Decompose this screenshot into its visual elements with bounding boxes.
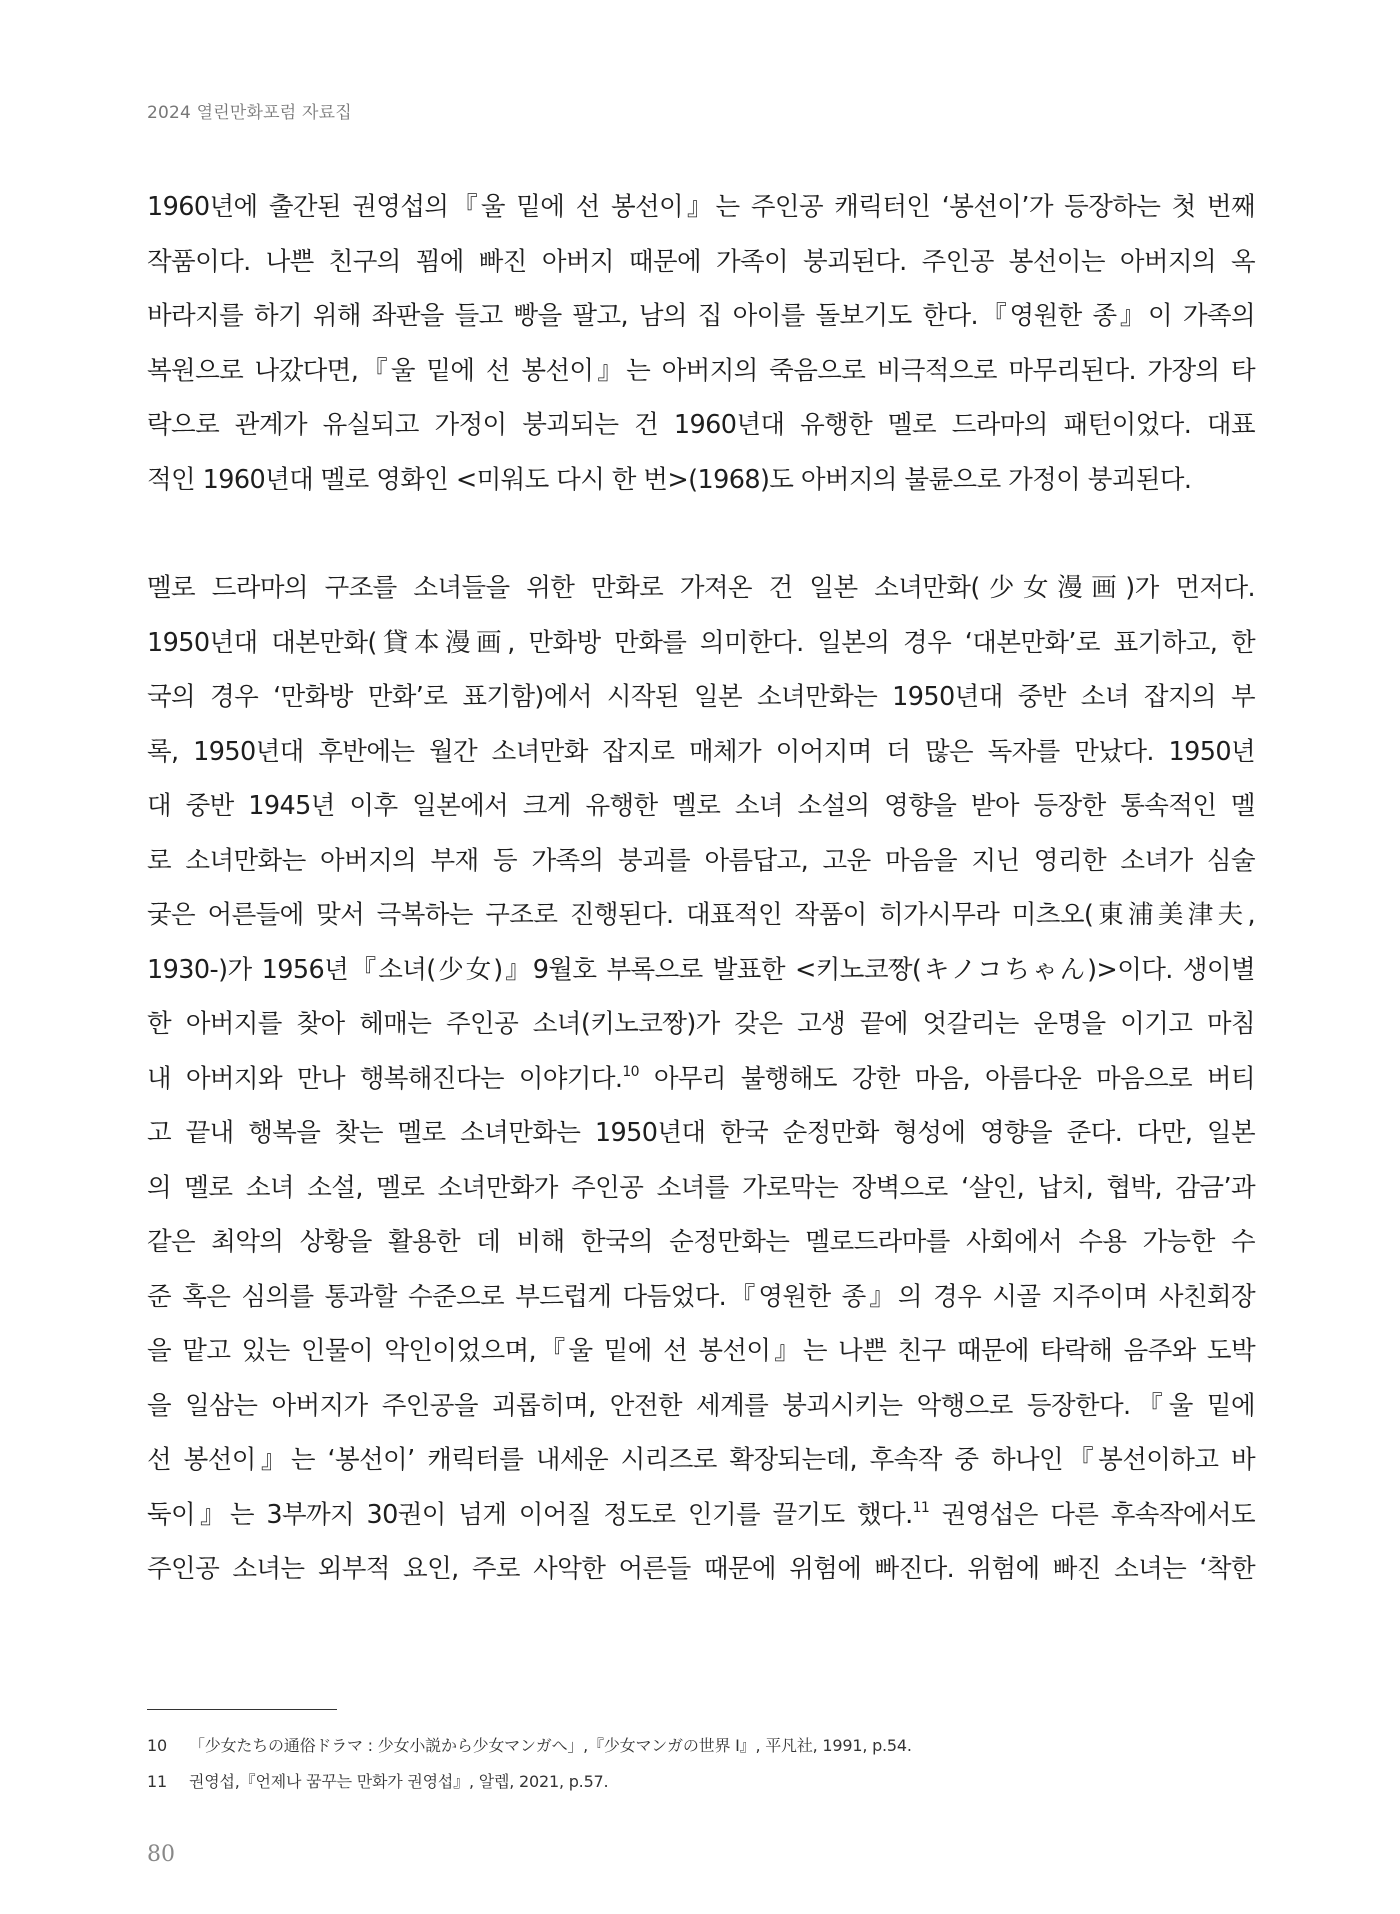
footnote-ref-10[interactable]: 10 bbox=[622, 1063, 639, 1080]
footnote-11 bbox=[147, 1764, 1255, 1800]
text-line: 로 소녀만화는 아버지의 부재 등 가족의 붕괴를 아름답고, 고운 마음을 지닌 영리한 소녀가 심술 bbox=[147, 845, 1255, 876]
text-line: 락으로 관계가 유실되고 가정이 붕괴되는 건 1960년대 유행한 멜로 드라마의 패턴이었다. 대표 bbox=[147, 410, 1255, 440]
footnote-divider bbox=[147, 1709, 337, 1710]
text-line: 한 아버지를 찾아 헤매는 주인공 소녀(키노코짱)가 갖은 고생 끝에 엇갈리는 운명을 이기고 마침 bbox=[147, 1009, 1255, 1039]
text-line: 의 멜로 소녀 소설, 멜로 소녀만화가 주인공 소녀를 가로막는 장벽으로 ‘살인, 납치, 협박, 감금’과 bbox=[147, 1172, 1255, 1203]
text-line: 국의 경우 ‘만화방 만화’로 표기함)에서 시작된 일본 소녀만화는 1950년대 중반 소녀 잡지의 부 bbox=[147, 682, 1255, 712]
text-line: 록, 1950년대 후반에는 월간 소녀만화 잡지로 매체가 이어지며 더 많은 독자를 만났다. 1950년 bbox=[147, 736, 1255, 767]
text-line: 복원으로 나갔다면,『울 밑에 선 봉선이』는 아버지의 죽음으로 비극적으로 마무리된다. 가장의 타 bbox=[147, 355, 1255, 386]
text-line: 을 일삼는 아버지가 주인공을 괴롭히며, 안전한 세계를 붕괴시키는 악행으로 등장한다.『울 밑에 bbox=[147, 1390, 1255, 1421]
text-line-with-footnote bbox=[147, 1052, 1255, 1107]
text-line: 멜로 드라마의 구조를 소녀들을 위한 만화로 가져온 건 일본 소녀만화(少女漫画)가 먼저다. bbox=[147, 573, 1255, 603]
text-line: 1930-)가 1956년『소녀(少女)』9월호 부록으로 발표한 <키노코짱(キノコちゃん)>이다. 생이별 bbox=[147, 954, 1255, 985]
text-segment: 아무리 불행해도 강한 마음, 아름다운 마음으로 버티 bbox=[653, 1063, 1255, 1094]
text-line: 선 봉선이』는 ‘봉선이’ 캐릭터를 내세운 시리즈로 확장되는데, 후속작 중 하나인『봉선이하고 바 bbox=[147, 1445, 1255, 1475]
text-line: 고 끝내 행복을 찾는 멜로 소녀만화는 1950년대 한국 순정만화 형성에 영향을 준다. 다만, 일본 bbox=[147, 1118, 1255, 1148]
text-line-with-footnote bbox=[147, 1488, 1255, 1543]
text-line: 적인 1960년대 멜로 영화인 <미워도 다시 한 번>(1968)도 아버지의 불륜으로 가정이 붕괴된다. bbox=[147, 464, 1192, 495]
text-segment: 둑이』는 3부까지 30권이 넘게 이어질 정도로 인기를 끌기도 했다. bbox=[147, 1499, 913, 1530]
text-line: 궂은 어른들에 맞서 극복하는 구조로 진행된다. 대표적인 작품이 히가시무라 미츠오(東浦美津夫, bbox=[147, 900, 1255, 930]
running-header: 2024 열린만화포럼 자료집 bbox=[147, 103, 352, 123]
footnote-text: 권영섭,『언제나 꿈꾸는 만화가 권영섭』, 알렙, 2021, p.57. bbox=[189, 1772, 609, 1791]
footnote-text: 「少女たちの通俗ドラマ : 少女小説から少女マンガへ」,『少女マンガの世界 Ⅰ』, 平凡社, 1991, p.54. bbox=[189, 1736, 912, 1755]
text-line: 1960년에 출간된 권영섭의『울 밑에 선 봉선이』는 주인공 캐릭터인 ‘봉선이’가 등장하는 첫 번째 bbox=[147, 192, 1255, 222]
page-number: 80 bbox=[147, 1842, 175, 1867]
text-segment: 권영섭은 다른 후속작에서도 bbox=[941, 1499, 1255, 1530]
footnote-number: 11 bbox=[147, 1772, 167, 1791]
footnote-10 bbox=[147, 1728, 1255, 1764]
body-text bbox=[147, 180, 1255, 1651]
text-line: 바라지를 하기 위해 좌판을 들고 빵을 팔고, 남의 집 아이를 돌보기도 한다.『영원한 종』이 가족의 bbox=[147, 301, 1255, 331]
text-line: 1950년대 대본만화(貸本漫画, 만화방 만화를 의미한다. 일본의 경우 ‘대본만화’로 표기하고, 한 bbox=[147, 627, 1255, 658]
text-line: 작품이다. 나쁜 친구의 꾐에 빠진 아버지 때문에 가족이 붕괴된다. 주인공 봉선이는 아버지의 옥 bbox=[147, 246, 1255, 277]
text-line: 같은 최악의 상황을 활용한 데 비해 한국의 순정만화는 멜로드라마를 사회에서 수용 가능한 수 bbox=[147, 1227, 1255, 1257]
text-line: 을 맡고 있는 인물이 악인이었으며,『울 밑에 선 봉선이』는 나쁜 친구 때문에 타락해 음주와 도박 bbox=[147, 1336, 1255, 1366]
paragraph-1 bbox=[147, 180, 1255, 507]
footnote-number: 10 bbox=[147, 1736, 167, 1755]
text-line: 주인공 소녀는 외부적 요인, 주로 사악한 어른들 때문에 위험에 빠진다. 위험에 빠진 소녀는 ‘착한 bbox=[147, 1554, 1255, 1584]
footnotes bbox=[147, 1728, 1255, 1800]
footnote-ref-11[interactable]: 11 bbox=[912, 1499, 930, 1516]
paragraph-2 bbox=[147, 561, 1255, 1597]
text-line: 대 중반 1945년 이후 일본에서 크게 유행한 멜로 소녀 소설의 영향을 받아 등장한 통속적인 멜 bbox=[147, 791, 1255, 821]
text-line: 준 혹은 심의를 통과할 수준으로 부드럽게 다듬었다.『영원한 종』의 경우 시골 지주이며 사친회장 bbox=[147, 1281, 1255, 1312]
text-segment: 내 아버지와 만나 행복해진다는 이야기다. bbox=[147, 1063, 623, 1094]
